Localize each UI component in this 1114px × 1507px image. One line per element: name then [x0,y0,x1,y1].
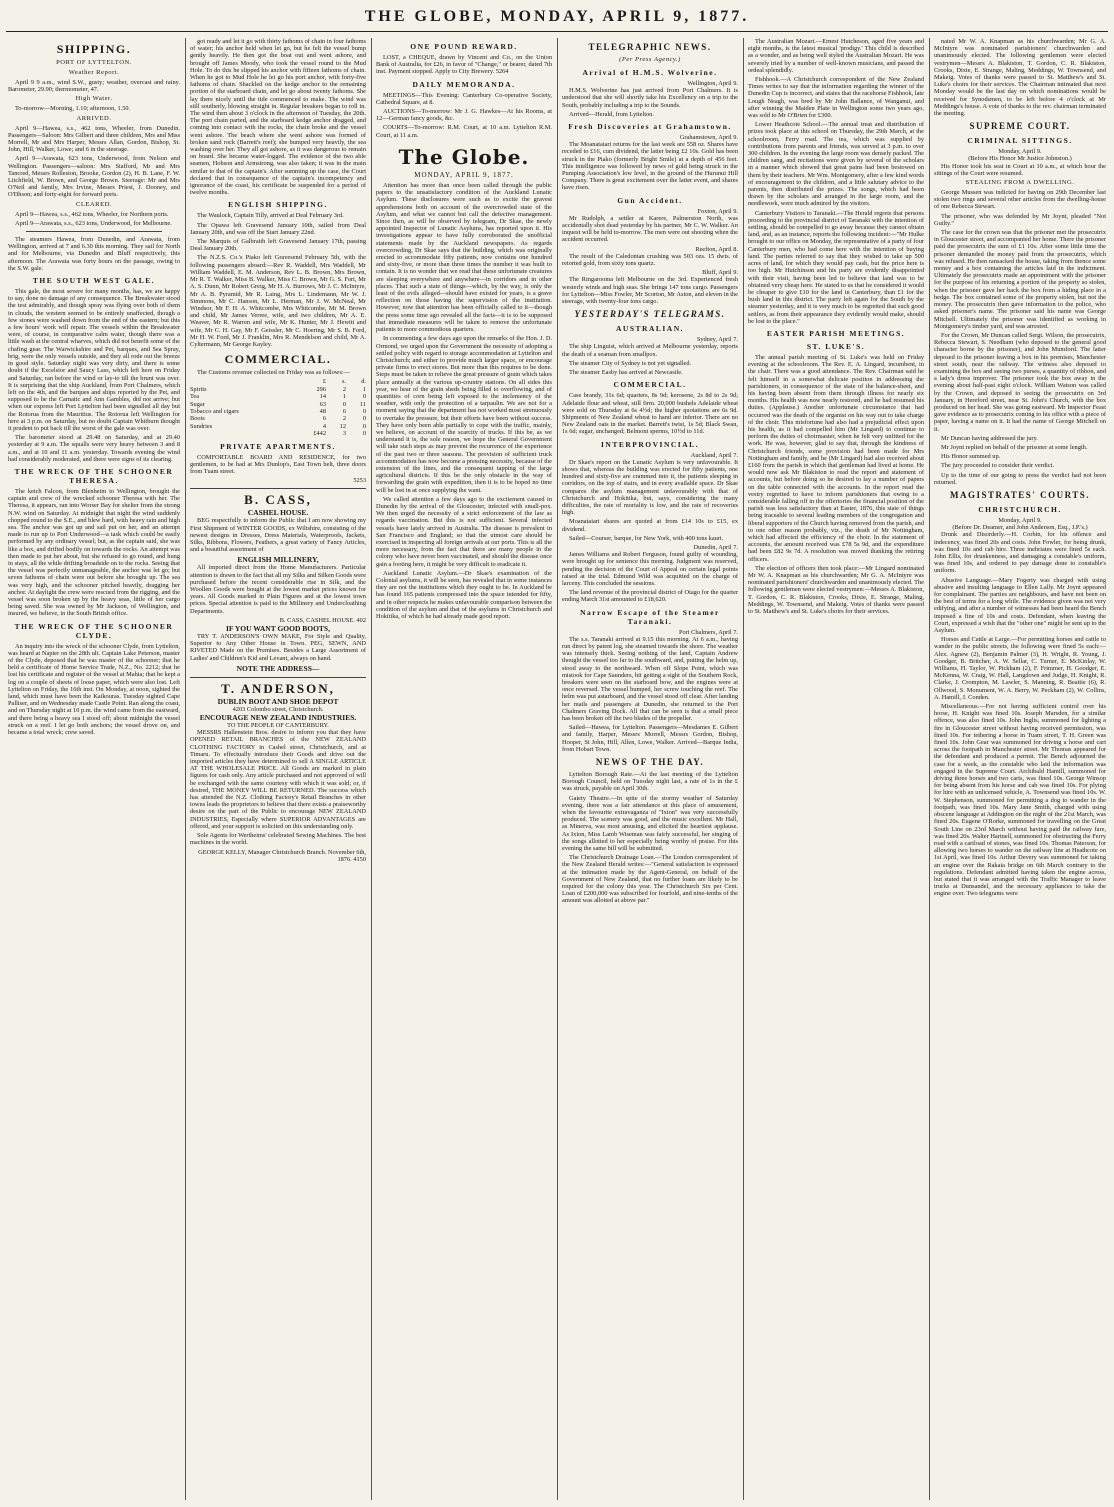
section-heading: COMMERCIAL. [613,380,687,390]
subheading: STEALING FROM A DWELLING. [965,179,1075,187]
dateline-right: Sydney, April 7. [696,336,738,344]
table-cell: £442 [313,430,326,438]
editorial-title: The Globe. [398,144,530,169]
advertisement-title: T. ANDERSON, [190,677,366,697]
section-rule [26,231,162,232]
section-heading: THE WRECK OF THE SCHOONER CLYDE. [14,621,174,640]
column-divider [185,38,186,1500]
article-paragraph: The Marquis of Galbraith left Gravesend January 17th, passing Deal January 20th. [190,238,366,253]
table-cell: 0 [362,422,366,430]
column-5 [748,38,924,1500]
dateline-right: GEORGE KELLY, Manager Christchurch Branch. November 6th, 1876. 4150 [198,848,366,863]
subheading: (Per Press Agency.) [619,56,681,63]
section-heading: MAGISTRATES' COURTS. [949,489,1091,500]
table-cell: 0 [362,415,366,423]
article-paragraph: April 9—Arawata, 623 tons, Underwood, from Nelson and Wellington. Passengers—saloon: Mrs Stafford, Mr and Mrs Tancred, Messrs Rolleston, Brooke, Gordon (2), H. B. Lane, F. W. Litchfield, W. Brown, and George Brown. Steerage: Mr and Mrs O'Neil and family, Mrs Irvine, Messrs Priest, J. Dooney, and O'Dhson; and forty-eight for forward ports. [8,155,180,199]
table-cell: 4 [322,422,326,430]
article-paragraph: The case for the crown was that the prisoner met the prosecutrix in Gloucester street, and accompanied her home. There the prisoner paid the prosecutrix the sum of £1 10s. After some little time the prisoner demanded the money paid from the prosecutrix, which was refused. He then ransacked the house, taking from thence some money and a box containing the articles laid in the indictment. Ultimately the prosecutrix made an appointment with the prisoner for the purpose of his returning a portion of the property so stolen, when the prisoner gave her back the box from a hiding place in a hedge. The box contained some of the property stolen, but not the money. The prosecutrix then gave information to the police, who asked prisoner's name. The prisoner said his name was George Mitchell. Ultimately the prisoner was identified as working in Montgomery's timber yard, and was arrested. [934,229,1106,330]
article-paragraph: The steamers Hawea, from Dunedin, and Arawata, from Wellington, arrived at 7 and 6.30 this morning. They sail for North and for Melbourne, via Dunedin and Bluff respectively, this afternoon. The Arawata was forty hours on the passage, owing to the S.W. gale. [8,236,180,272]
advertisement-subtitle: ENCOURAGE NEW ZEALAND INDUSTRIES. [199,713,357,723]
article-paragraph: The Waulock, Captain Tilly, arrived at Deal February 3rd. [197,212,344,220]
section-heading: Fresh Discoveries at Grahamstown. [568,122,732,132]
table-cell: Sugar [190,400,205,408]
article-paragraph: We called attention a few days ago to the excitement caused in Dunedin by the arrival of the Gloucester, infected with small-pox. We then urged the necessity of a strict enforcement of the law as regards vaccination. But this is not sufficient. Several infected vessels have lately arrived in Australia. The disease is prevalent in San Francisco and England; so that the utmost care should be exercised in inspecting all foreign arrivals at our ports. This is all the more necessary, from the fact that there are many people in the colony who have never been vaccinated, and should the disease once gain a footing here, it might be very difficult to eradicate it. [376,495,552,568]
advertisement-subtitle: IF YOU WANT GOOD BOOTS, [226,624,330,634]
article-paragraph: The jury proceeded to consider their verdict. [941,462,1054,470]
article-paragraph: The Christchurch Drainage Loan.—The London correspondent of the New Zealand Herald writes:—"General satisfaction is expressed at the intimation made by the Agent-General, on behalf of the Government of New Zealand, that no further loans are likely to be required for the colony this year. The Christchurch Six per Cent. Loan of £200,000 was subscribed for fourfold, and nine-tenths of the amount was allotted at above par." [562,854,738,905]
article-paragraph: Abusive Language.—Mary Fogerty was charged with using abusive and insulting language to Ellen Lally. Mr Joynt appeared for complainant. The parties are neighbours, and have not been on the best of terms for a long while. The evidence given was not very edifying, and after a number of witnesses had been heard the Bench imposed a fine of 10s and costs. Defendant, when leaving the Court, expressed a wish that the "other one" might be sent up to the Asylum. [934,576,1106,635]
section-heading: COMMERCIAL. [224,352,332,367]
article-paragraph: BEG respectfully to inform the Public that I am now showing my First Shipment of WINTER GOODS, ex Wiltshire, consisting of the newest designs in Dresses, Dress Materials, Waterproofs, Jackets, Silks, Ribbons, Flowers, Feathers, a great variety of Fancy Articles, and a beautiful assortment of [190,517,366,554]
table-cell: 6 [322,415,326,423]
centered-line: Monday, April 9. [998,516,1042,524]
table-cell: 1 [362,385,366,393]
article-paragraph: For the Crown, Mr Duncan called Sergt. Wilson, the prosecutrix, Rebecca Stewart, S. Needham (who deposed to the general good character borne by the prisoner), and John Mumford. The latter deposed to the prisoner leaving a box in his premises, Manchester street south, near the railway. The witness also deposed to examining the box and seeing two purses, a quantity of ribbon, and a lady's dress improver. The prisoner took the box away in the evening about half-past eight o'clock. William Watson was called by the Crown, and deposed to seeing the prosecutrix on 3rd January, in Hereford street, near St. John's Church, with the box produced on her head. She was going eastward. Mr Inspector Feast gave evidence as to prosecutrix coming to his office with a piece of paper, having a name on it. It had the name of George Mitchell on it. [934,331,1106,433]
article-paragraph: MESSRS Hallenstein Bros. desire to inform you that they have OPENED RETAIL BRANCHES of the NEW ZEALAND CLOTHING FACTORY in Cashel street, Christchurch, and at Timaru. To effectually introduce their Goods and drive out the imported articles they have determined to sell A SINGLE ARTICLE AT THE WHOLESALE PRICE. All Goods are marked in plain figures for cash only. Any article purchased and not approved of will be exchanged with the same courtesy with which it was sold; or, if desired, THE MONEY WILL BE RETURNED. The success which has attended the N.Z. Clothing Factory's Retail Branches in other towns leads the proprietors to believe that there exists a praiseworthy desire on the part of the Public to encourage NEW ZEALAND INDUSTRIES, Especially where SUPERIOR ADVANTAGES are offered, and your support is solicited on this understanding only. [190,729,366,830]
article-paragraph: James Williams and Robert Ferguson, found guilty of wounding, were brought up for sentence this morning. Judgment was reserved, pending the decision of the Court of Appeal on certain legal points raised at the trial. Edmund Wild was acquitted on the charge of larceny. This concluded the sessions. [562,551,738,587]
article-paragraph: Fishhook.—A Christchurch correspondent of the New Zealand Times writes to say that the information regarding the winner of the Dunedin Cup is incorrect, and states that the racehorse Fishhook, late Lough Neagh, was bred by Mr John Ballance, of Wanganui, and after winning the Maiden Plate in Wellington some two years ago, was sold to Mr O'Brien for £300. [748,76,924,120]
table-cell: Spirits [190,385,207,393]
article-paragraph: April 9 9 a.m., wind S.W., gusty; weather, overcast and rainy. Barometer, 29.90; thermometer, 47. [8,79,180,94]
masthead-rule [6,31,1108,32]
article-paragraph: The Ringarooma left Melbourne on the 3rd. Experienced fresh westerly winds and high seas. She brings 147 tons cargo. Passengers for Lyttelton—Miss Fowler, Mr Scorton, Mr Aston, and eleven in the steerage, with twenty-four tons cargo. [562,276,738,306]
column-divider [743,38,744,1500]
section-heading: CHRISTCHURCH. [978,504,1062,514]
advertisement-subtitle: DUBLIN BOOT AND SHOE DEPOT [217,696,339,706]
article-paragraph: Moanataiari shares are quoted at from £14 10s to £15, ex dividend. [562,518,738,533]
table-cell: 11 [359,400,366,408]
article-paragraph: TRY T. ANDERSON'S OWN MAKE, For Style and Quality, Superior to Any Other House in Town. PEG, SEWN, AND RIVETED Made on the Premises. Besides a Large Assortment of Ladies' and Children's Kid and Levant, always on hand. [190,633,366,662]
centered-line: (Before His Honor Mr Justice Johnston.) [968,155,1072,163]
table-cell: 0 [362,430,366,438]
table-header-cell: £ [322,378,326,386]
section-heading: CRIMINAL SITTINGS. [967,136,1073,146]
dateline-right: Foxton, April 9. [697,207,738,215]
column-2 [190,38,366,1500]
section-heading: PRIVATE APARTMENTS. [220,441,336,451]
article-paragraph: The barometer stood at 29.48 on Saturday, and at 29.40 yesterday at 9 a.m. The squalls were very heavy between 3 and 8 a.m., and at 10 and 11 a.m. yesterday. Towards evening the wind had considerably moderated, and there were signs of its clearing. [8,434,180,463]
table-row [190,401,366,408]
article-paragraph: April 9—Hawea, s.s., 462 tons, Wheeler, for Northern ports. [15,210,169,218]
table-cell: 63 [319,400,326,408]
article-paragraph: H.M.S. Wolverine has just arrived from Port Chalmers. It is understood that she will shortly take his Excellency on a trip to the South, probably including a trip to the Sounds. [562,87,738,109]
article-paragraph: The Customs revenue collected on Friday was as follows:— [197,369,350,377]
subheading: PORT OF LYTTELTON. [56,59,132,66]
article-paragraph: Lyttelton Borough Rate.—At the last meeting of the Lyttelton Borough Council, held on Tuesday night last, a rate of 1s in the £ was struck, payable on April 30th. [562,771,738,793]
dateline-right: Bluff, April 9. [702,269,738,277]
section-heading: ENGLISH SHIPPING. [228,200,328,210]
table-cell: Tobacco and cigars [190,407,239,415]
section-heading: Gun Accident. [617,195,683,205]
article-paragraph: April 9—Arawata, s.s., 623 tons, Underwood, for Melbourne. [15,219,172,227]
section-heading: DAILY MEMORANDA. [412,79,516,89]
section-heading: THE WRECK OF THE SCHOONER THERESA. [14,466,174,485]
article-paragraph: The land revenue of the provincial district of Otago for the quarter ending March 31st amounted to £18,620. [562,589,738,604]
table-row [190,386,366,393]
article-paragraph: The ship Linguist, which arrived at Melbourne yesterday, reports the death of a seaman from smallpox. [562,343,738,358]
advertisement-subtitle: CASHEL HOUSE. [247,508,309,518]
section-heading: Arrival of H.M.S. Wolverine. [582,68,718,77]
article-paragraph: Canterbury Visitors to Taranaki.—The Herald regrets that persons proceeding to the provincial district of Taranaki with the intention of settling, should be compelled to go away because they cannot obtain land, and, as an instance, reports the following incident:—"Mr Hulke brought to our office on Monday, the representative of a party of four Canterbury men, who had come here with the intention of buying land. The parties referred to say that they wished to take up 500 acres of land, for which they would pay cash, but the price here is too high. Mr Hutchinson and his party are evidently disappointed with their visit, having been led to believe that land was to be obtained very cheap here. He stated to us that he considered it would be cheaper to give £10 for the land in Canterbury, than £1 for the bush land in this district. The party left again for the South by the steamer yesterday, and it is very much to be regretted that such good settlers, as from their appearance they evidently would make, should be lost to the place." [748,209,924,325]
table-cell: 14 [319,393,326,401]
table-cell: 12 [339,422,346,430]
article-paragraph: Mr Duncan having addressed the jury. [941,434,1038,442]
article-paragraph: George Mussen was indicted for having on 29th December last stolen two rings and several other articles from the dwelling-house of one Rebecca Stewart. [934,189,1106,211]
article-paragraph: Dr Skae's report on the Lunatic Asylum is very unfavourable. It shows that, whereas the building was erected for fifty patients, one hundred and sixty-five are crammed into it, the patients sleeping in corridors, on the top of stairs, and in every available space. Dr Skae compares the asylum management unfavourably with that of Christchurch and Hokitika, but, says, considering the many difficulties, the rate of mortality is low, and the rate of recoveries high. [562,458,738,517]
table-cell: 296 [316,385,326,393]
article-paragraph: Horses and Cattle at Large.—For permitting horses and cattle to wander in the public streets, the following were fined 5s each:—Alex. Agnew (2), Benjamin Palmer (3), H. Wright, R. Young, J. Goodger, B. Britcher, A. W. Sellar, C. Turner, E. McKinlay, W. Williams, H. Taylor, W. Pickham (2), F. Frimmer, H. Goodger, E. McKenna, W. Craig, W. Hall, Langdown and Judge, H. Knight, R. Clarke, J. Crompton, M. Lawler, S. Manning, R. Beattie (6), R. Ollwood, S. Monument, W. A. Berry, W. Peckham (2), W. Collins, A. Hamill, J. Conden. [934,636,1106,701]
centered-line: (Before Dr. Deamer, and John Anderson, Esq., J.P.'s.) [952,524,1088,532]
article-paragraph: COURTS—To-morrow: R.M. Court, at 10 a.m. Lyttelton R.M. Court, at 11 a.m. [376,124,552,139]
article-paragraph: Miscellaneous.—For not having sufficient control over his horse, H. Knight was fined 10s. Joseph Marsden, for a similar offence, was also fined 10s. John Inglis, summoned for lighting a fire in Gloucester street without having received permission, was fined 10s. For tethering a horse in Tuam street, T. H. Green was fined 10s. John Gear was summoned for driving a horse and cart across the footpath in Manchester street. Mr Thomas appeared for the defendant and produced a permit. The Bench adjourned the case for a week, as the constable who laid the information was engaged in the Supreme Court. Archibald Hamill, summoned for driving three horses and two carts, was fined 10s. George Winsop for being absent from his horse and cab was fined 10s. For plying for hire with an unlicensed vehicle, A. Townsend was fined 10s. W. W. Stephenson, summoned for permitting a dog to wander in the footpath, was fined 10s. Mary Jane Smith, charged with using obscene language at Addington on the night of the 21st March, was fined 20s. Eugene O'Rorke, summoned for travelling on the Great South Line on 23rd March without having paid the railway fare, was fined 20s. Walter Hartnell, summoned for obstructing the Ferry road with a cartload of stones, was fined 10s. Thomas Paterson, for allowing two horses to wander on the railway line at Heathcote on 1st April, was fined 10s. Arthur Devery was summoned for taking an engine over the Rakaia bridge on 6th March contrary to the regulations. Defendant admitted having taken the engine across, but stated that it was arranged with the Traffic Manager to leave trucks at Dunsandel, and the necessary appliances to take the engine over. Two telegrams were [934,703,1106,898]
article-paragraph: The s.s. Taranaki arrived at 9.15 this morning. At 6 a.m., having run direct by patent log, she steamed towards the shore. The weather was intensely thick. Seeing nothing of the land, Captain Andrew thought the vessel too far to the southward, and, putting the helm up, stood away to the northward. When off Slope Point, which was mistook for Cape Saunders, hit getting a sight of the Southern Rock, breakers were seen on the starboard bow, and the engines were at once reversed. The vessel bumped, her screw touching the reef. The helm was put astarboard, and the vessel stood off clear. After landing her mails and passengers at Dunedin, she returned to the Port Chalmers Graving Dock. All that can be seen is that a small piece has been broken off the two blades of the propeller. [562,635,738,723]
section-heading: ST. LUKE'S. [806,341,866,351]
article-paragraph: The N.Z.S. Co.'s Piako left Gravesend February 5th, with the following passengers aboard:—Rev R. Waddell, Mrs Waddell, Mr William Waddell, E. M. Anderson, Rev L. B. Brown, Mrs Brown, Mr R. T. Walker, Miss B. Walker, Miss C. Brown, Mr G. S. Fort, Mr A. S. Dunn, Mr Robert Greig, Mr H. A. Burrows, Mr J. C. McIntyre, Mr A. B. Pyramid, Mr R. Laing, Mrs L. Lindemann, Mr W. J. Simmons, Mr C. Hanson, Mr L. Herman, Mr J. W. McNeal, Mr Windsor, Mr F. H. A. Whitcombe, Mrs Whitcombe, Mr M. Brown and child, Mr James Verree, wife, and two children, Mr A. E. Weaver, Mr R. Warren and wife, Mr K. Hunter, Mr J. Hewitt and wife, Mr C. H. Gay, Mr F. Geissler, Mr C. Hoering, Mr S. B. Ford, Mr H. W. Ford, Mr J. Franklin, Mrs R. Mendelson and child, Mr A. Cyltermann, Mr George Kayley. [190,254,366,348]
table-row [190,415,366,422]
centered-line: 4203 Colombo street, Christchurch. [232,705,324,713]
article-paragraph: His Honor summed up. [941,453,1001,461]
table-cell: Sundries [190,422,213,430]
dateline-right: Port Chalmers, April 7. [678,628,738,636]
dateline-right: Auckland, April 7. [690,451,738,459]
table-cell: 6 [342,407,346,415]
centered-line: TO THE PEOPLE OF CANTERBURY. [227,722,329,730]
article-paragraph: LOST, a CHEQUE, drawn by Vincent and Co., on the Union Bank of Australia, for £26, in favor of "Change," or bearer, dated 7th inst. Payment stopped. Apply to City Brewery. 5264 [376,54,552,76]
article-paragraph: got ready and let it go with thirty fathoms of chain in four fathoms of water; his anchor held when let go, but he felt the vessel bump gently heavily. He then got the boat out and went ashore, and brought off James Moody, who took the vessel round to the Mud Hole. To do this he slipped his anchor with fifteen fathoms of chain. When he got to Mud Hole he let go his port anchor, with forty-five fathoms of chain. Shackled on the kedge anchor to the remaining portion of the starboard chain, and let go about twenty fathoms. She lay there nicely until the tide commenced to make. The wind was still southerly, blowing straight in. Regular breakers began to roll in. The wind then about 3 o'clock in the afternoon of Tuesday, the 20th. The port chain parted, and the starboard kedge anchor dragged, and coming into contact with the rocks, the chain broke and the vessel went ashore. The beach where she went ashore was formed of broken sand rock (Barrett's reef); she bumped very heavily, the sea washing over her. They all got ashore, as it was dangerous to remain on board. She became water-logged. The evidence of the two able seamen, Hobson and Armstrong, was also taken; it was in the main similar to that of the captain's. After summing up the case, the Court declared that in consequence of the captain's incompetency and ignorance of the coast, his certificate be suspended for a period of twelve months. [190,38,366,197]
centered-line: Monday, April 9. [998,148,1042,156]
section-heading: EASTER PARISH MEETINGS. [766,328,906,338]
column-6 [934,38,1106,1500]
article-paragraph: nated Mr W. A. Knapman as his churchwarden; Mr G. A. McIntyre was nominated parishioners' churchwarden and unanimously elected. The following gentlemen were elected vestrymen—Messrs A. Blakiston, T. Gordon, C. R. Blakiston, Crooks, Dixie, E. Strange, Maling, Meddings, W. Townsend, and Makeig. Votes of thanks were passed to St. Matthew's and St. Luke's choirs for their services. The Chairman intimated that next Monday would be the last day on which nominations would be received for Synodsmen, to be left before 4 o'clock at Mr Meddings's house. A vote of thanks to the rev. chairman terminated the meeting. [934,38,1106,118]
article-paragraph: April 9—Hawea, s.s., 462 tons, Wheeler, from Dunedin. Passengers—Saloon: Mrs Gilbert and three children, Mrs and Miss Morrell, Mr and Mrs Harper, Messrs Allan, Gordon, Bishop, St. John, Hill, Walker, Lowe; and 6 in the steerage. [8,124,180,154]
article-paragraph: The annual parish meeting of St. Luke's was held on Friday evening at the schoolroom. The Rev. E. A. Lingard, incumbent, in the chair. There was a good attendance. The Rev. Chairman said he felt himself in a somewhat delicate position in addressing the parishioners, in consequence of the state of the balance-sheet, and his having been absent from them through illness for nearly six months. His health was now nearly restored, and he had resumed his duties. (Applause.) Another unfortunate circumstance that had occurred was the death of the organist on his way out to take charge of the choir. This misfortune had also had a prejudicial effect upon his health, as it had compelled him (Mr Lingard) to continue to perform the duties of choirmaster, when he felt very unfitted for the work. He was, however, glad to say that, through the kindness of Christchurch friends, some provision had been made for Mrs Nottingham and family, and he (Mr Lingard) had also received about £160 from the parish in which that gentleman had lived at home. He would now ask Mr Blakiston to read the report and statement of accounts, but before doing so he desired to lay a number of papers on the table connected with the accounts. In the report read the vestry regretted to have to inform parishioners that owing to a considerable falling off in the offertories the financial position of the parish was less satisfactory than at Easter, 1876, this state of things being traceable to several leading members of the congregation and liberal supporters of the Church having removed from the parish, and to one other reason probably, viz., the death of Mr Nottingham, which had affected the efficiency of the choir. In the statement of accounts, the amount received was £78 5s 9d, and the expenditure had been £82 9s 7d. A resolution was moved thanking the retiring officers. [748,353,924,563]
article-paragraph: The prisoner, who was defended by Mr Joynt, pleaded "Not Guilty." [934,212,1106,227]
column-1 [8,38,180,1500]
article-paragraph: COMFORTABLE BOARD AND RESIDENCE, for two gentlemen, to be had at Mrs Dunlop's, East Town belt, three doors from Tuam street. [190,453,366,475]
table-cell: 0 [362,393,366,401]
section-heading: Narrow Escape of the Steamer Taranaki. [580,607,720,626]
section-heading: INTERPROVINCIAL. [601,439,699,449]
table-cell: 2 [342,415,346,423]
column-divider [929,38,930,1500]
table-cell: 2 [342,385,346,393]
section-heading: ONE POUND REWARD. [410,42,518,51]
article-paragraph: Arrived—Herald, from Lyttelton. [569,110,654,118]
table-header-cell: s. [341,378,346,386]
section-heading: SHIPPING. [56,42,132,56]
dateline-right: Grahamstown, April 9. [679,134,738,142]
section-heading: AUSTRALIAN. [616,324,684,334]
table-cell [190,378,306,385]
article-paragraph: Sailed—Hawea, for Lyttelton. Passengers—Mesdames E. Gilbert and family, Harper, Messrs Morrell, Messrs Gordon, Bishop, Hooper, St John, Hill, Allen, Lowe, Walker. Arrived—Barque India, from Hobart Town. [562,724,738,753]
subheading: High Water. [75,95,113,103]
table-row [190,430,366,437]
advertisement-subtitle: ENGLISH MILLINERY, [237,555,319,565]
article-paragraph: Attention has more than once been called through the public papers to the unsatisfactory condition of the Auckland Lunatic Asylum. These disclosures were such as to excite the gravest apprehensions both on account of the overcrowded state of the Asylum, and what we cannot but call the defective management. Since then, as will be observed by telegram, Dr Skae, the newly appointed Inspector of Lunatic Asylums, has reported upon it. His investigations appear to have fully corroborated the unofficial statements made by the Auckland newspapers. As regards overcrowding, Dr Skae says that the building, which was originally erected to accommodate fifty patients, now contains one hundred and sixty-five, or more than three times the number it was built to contain. It is no wonder that we read that these unfortunate creatures are sleeping everywhere and anywhere—in corridors and in other places. That such a state of things—which, by the way, is only the least of the evils alleged—should have existed for years, is a grave reflection on those having the supervision of the institution. However, now that attention has been officially called to it—though the press some time ago revealed all the facts—it is to be supposed that immediate measures will be taken to remove the unfortunate patients to more commodious quarters. [376,182,552,334]
article-paragraph: Case brandy, 31s 6d; quarters, 8s 9d; kerosene, 2s 8d to 2s 9d; Adelaide flour and wheat, still firm. 20,000 bushels Adelaide wheat were sold on Thursday at 6s 4½d; the higher quotations are 6s 9d. Shipments of New Zealand wheat to hand are inferior. There are no New Zealand oats in the market. Barrett's twist, 1s 5d; Black Swan, 1s 6d; sugar, unchanged; Belmont sperms, 10½d to 11d. [562,392,738,436]
table-header-row [190,378,366,385]
section-heading: YESTERDAY'S TELEGRAMS. [574,309,726,320]
table-cell: Tea [190,393,200,401]
section-heading: SUPREME COURT. [969,121,1071,132]
table-header-cell: d. [361,378,366,386]
section-heading: TELEGRAPHIC NEWS. [588,42,712,52]
table-cell: 1 [342,393,346,401]
table-row [190,423,366,430]
article-paragraph: An inquiry into the wreck of the schooner Clyde, from Lyttelton, was heard at Napier on the 28th ult. Captain Lake Peterson, master of the Clyde, deposed that he was master of the schooner; that he held a certificate of Home Service Trade, N.Z., No. 2212; that he lost his certificate and register of the vessel at Mahia; that he kept a log on a couple of sheets of loose paper, which were also lost. Left Lyttelton on Friday, the 16th inst. On Monday, at noon, sighted the land, which must have been the Kaikouras. Tuesday sighted Cape Palliser, and on Wednesday made Castle Point. Ran along the coast, and on Thursday night at 10 p.m. the wind came from the eastward, and there being a heavy sea I stood off; about midnight the vessel struck on a reef. I let go both anchors; the vessel drove on, and became a total wreck; crew saved. [8,642,180,737]
column-divider [557,38,558,1500]
article-paragraph: Mr Joynt replied on behalf of the prisoner at some length. [941,443,1088,451]
article-paragraph: All imported direct from the Home Manufacturers. Particular attention is drawn to the fact that all my Silks and Silken Goods were purchased before the recent considerable rise in Silk, and the Woollen Goods were bought at the lowest market prices known for years. All Goods marked in Plain Figures and at the lowest town prices. Special attention is paid to the Millinery and Undercloathing Departments. [190,564,366,615]
column-divider [371,38,372,1500]
advertisement-title: B. CASS, [190,488,366,508]
article-paragraph: MEETINGS—This Evening: Canterbury Co-operative Society, Cathedral Square, at 8. [376,91,552,106]
subheading: CLEARED. [75,200,113,208]
column-4 [562,38,738,1500]
article-paragraph: AUCTIONS—To-morrow: Mr J. G. Hawkes—At his Rooms, at 12—German fancy goods, &c. [376,108,552,123]
table-row [190,393,366,400]
table-row [190,408,366,415]
article-paragraph: Gaiety Theatre.—In spite of the stormy weather of Saturday evening, there was a fair attendance at this place of amusement, when the favourite extravaganza of "Ixion" was very successfully produced. The scenery was good, and the music excellent. Mr Hall, as Minerva, was most amusing, and elicited the heartiest applause. As Ixion, Miss Lamb Wiseman was fairly successful, her singing of the songs allotted to her especially being worthy of praise. For this evening the same bill will be submitted. [562,794,738,853]
section-heading: NEWS OF THE DAY. [595,757,705,768]
article-paragraph: In commenting a few days ago upon the remarks of the Hon. J. D. Ormond, we urged upon the Government the necessity of adopting a settled policy with regard to storage accommodation at Lyttelton and Christchurch; and either to provide much larger space, or encourage private firms to erect stores. But more than this requires to be done. Steps must be taken to relieve the great pressure of grain which takes place annually at the various up-country stations. On all sides this year, we hear of the grain sheds being filled to overflowing, and of quantities of corn being left exposed to the inclemency of the weather, with only the protection of a tarpaulin. We are not for a moment saying that the department has not worked most strenuously to overtake the pressure, but their efforts have been without success. They have only been able partially to cope with the traffic, mainly, we believe, on account of the scarcity of trucks. If this be, as we understand it is, the sole reason, we hope the General Government will take such steps as may prevent the recurrence of the experience of the past two or three seasons. The provision of sufficient truck accommodation has now become a pressing necessity, because of the extension of the lines, and the consequent tapping of the large agricultural districts. If this be the only obstacle in the way of forwarding the grain with expedition, then it is to be hoped no time will be lost in at once supplying the want. [376,335,552,494]
article-paragraph: The ketch Falcon, from Blenheim to Wellington, brought the captain and crew of the wrecked schooner Theresa with her. The Theresa, it appears, ran into Worser Bay for shelter from the strong N.W. wind on Saturday. At midnight that night the wind suddenly chopped round to the S.E., and blew hard, with heavy rain and high sea. The anchor was got up and sail put on her, and an attempt made to run up to Port Underwood—a task which could be easily performed by any ordinary vessel; but, as the captain said, she was like a box, and drifted bodily on towards the rocks. An attempt was then made to put her about, but she refused to go round, and hung in stays, all the while drifting broadside on to the rocks. Seeing that the vessel was perfectly unmanageable, the anchor was let go; but seven fathoms of chain were out before she brought up. The sea was very high, and the schooner pitched heavily, dragging her anchor. At daylight the crew were rescued from the rigging, and the vessel was soon broken up by the heavy seas, little of her cargo being saved. She was owned by Mr Jackson, of Wellington, and insured, we believe, in the South British office. [8,487,180,618]
article-paragraph: The result of the Caledonian crushing was 503 ozs. 15 dwts. of retorted gold, from sixty tons quartz. [562,252,738,268]
article-paragraph: Sailed—Courser, barque, for New York, with 400 tons kauri. [569,534,724,542]
column-3 [376,38,552,1500]
table-cell: 0 [342,400,346,408]
table-cell: 48 [319,407,326,415]
subheading: ARRIVED. [76,114,112,122]
article-paragraph: Lower Heathcote School.—The annual treat and distribution of prizes took place at this school on Thursday, the 29th March, at the schoolroom, Ferry road. The tea, which was supplied by contributions from parents and friends, was served at 3 p.m. to over 300 children. In the evening the large room was densely packed. The children sang, and recitations were given by several of the scholars in a manner which showed that great pains had been bestowed on them by their teachers. Mr Wm. Montgomery, after a few kind words of encouragement to the children, and a little salutary advice to the parents, then distributed the prizes. The songs, which had been drawn by the scholars and arranged in the large room, and the needlework, were much admired by the visitors. [748,121,924,208]
customs-revenue-table [190,378,366,437]
masthead: THE GLOBE, MONDAY, APRIL 9, 1877. [364,8,750,25]
editorial-dateline: MONDAY, APRIL 9, 1877. [414,170,514,179]
article-paragraph: To-morrow—Morning, 1.10; afternoon, 1.50. [15,105,131,113]
section-heading: THE SOUTH WEST GALE. [32,276,156,286]
article-paragraph: The election of officers then took place:—Mr Lingard nominated Mr W. A. Knapman as his churchwarden; Mr G. A. McIntyre was nominated parishioners' churchwarden and unanimously elected. The following gentlemen were elected vestrymen:—Messrs A. Blakiston, T. Gordon, C. R. Blakiston, Crooks, Dixie, E. Strange, Maling, Meddings, W. Townsend, and Makeig. Votes of thanks were passed to St. Matthew's and St. Luke's choirs for their services. [748,564,924,616]
article-paragraph: Up to the time of our going to press the verdict had not been returned. [934,471,1106,486]
advertisement-subtitle: NOTE THE ADDRESS— [236,663,320,673]
article-paragraph: The steamer City of Sydney is not yet signalled. [569,359,692,367]
table-cell: 0 [362,407,366,415]
article-paragraph: The Moanataiari returns for the last week are 558 oz. Shares have receded to £16, cum dividend, the latter being £2 10s. Gold has been struck in the Piako (formerly Bright Smile) at a depth of 456 feet. This intelligence was followed by news of gold being struck in the Pumping Association's low level, in the ground of the Hurunui Hill Company. There is great excitement over the latter event, and shares have risen. [562,141,738,192]
subheading: Weather Report. [68,69,120,76]
article-paragraph: The steamer Easby has arrived at Newcastle. [569,369,683,377]
table-cell [190,430,306,437]
article-paragraph: The Australian Mozart.—Ernest Hutcheson, aged five years and eight months, is the latest musical 'prodigy.' This child is described as a wonder, and as being well styled the Australian Mozart. He was severely tried by a number of well-known musicians, and passed the ordeal splendidly. [748,38,924,74]
article-paragraph: His Honor took his seat in Court at 10 a.m., at which hour the sittings of the Court were resumed. [934,162,1106,177]
article-paragraph: Auckland Lunatic Asylum.—Dr Skae's examination of the Colonial asylums, it will be seen, has revealed that in some instances they are not the institutions which they ought to be. In Auckland he has found 165 patients compressed into the space intended for fifty, and in other respects he makes unfavourable comparison between the condition of the asylum and that of the asylums in Christchurch and Hokitika, of which he had already made good report. [376,569,552,621]
article-paragraph: Drunk and Disorderly.—H. Corbin, for his offence and indecency, was fined 20s and costs. John Fowler, for being drunk, was fined 10s and cab hire. Three inebriates were fined 5s each. John Ellis, for drunkenness, and damaging a constable's uniform, was fined 10s, and ordered to pay damage done to constable's uniform. [934,531,1106,575]
dateline-right: Wellington, April 9. [687,80,738,87]
article-paragraph: Mr Rudolph, a settler at Karere, Palmerston North, was accidentally shot dead yesterday by his partner, Mr C. W. Walker. An inquest will be held to-morrow. The men were out shooting when the accident occurred. [562,214,738,244]
table-cell: Boots [190,415,205,423]
dateline-right: Dunedin, April 7. [693,543,738,551]
dateline-right: Reefton, April 8. [695,245,738,253]
table-cell: 3 [342,430,346,438]
article-paragraph: Sole Agents for Wertheims' celebrated Sewing Machines. The best machines in the world. [190,832,366,847]
dateline-right: B. CASS, CASHEL HOUSE. 402 [279,616,366,624]
article-paragraph: This gale, the most severe for many months, has, we are happy to say, done no damage of any consequence. The Breakwater stood the test admirably, and though spray was flying over both of them in clouds, the western seemed to be entirely unaffected, though a few stones were washed down from the end of the eastern; but this a few hours' work will repair. The vessels within the Breakwater were, of course, in comparative calm water, though there was a little wash at the central wharves, which did not benefit some of the chafing gear. The Warwickshire and Pet, barques, and Sea Spray, brig, were the only vessels outside, and they all rode out the breeze in good style. Saturday night was very dirty, and there is some doubt if the Excelsior and Saucy Lass, which left here on Friday and Saturday, ran before the wind or lay-to till the brunt was over. It is surprising that the ship Auckland, from Port Chalmers, which left on the 4th, and the barques and ships reported by the Pet, and supposed to be the Carnatic and Ann Gambles, did not arrive; but when our express left Port Lyttelton had been signalled all day but the Rotorua from the Mauritius. The Rotorua left Wellington for here at 3 p.m. on Saturday, but no doubt Captain Whitburn thought it prudent to put back till the worst of the gale was over. [8,288,180,432]
article-paragraph: The Opawa left Gravesend January 10th, sailed from Deal January 20th, and was off the Start January 22nd. [190,221,366,236]
dateline-right: 5253 [353,477,366,485]
